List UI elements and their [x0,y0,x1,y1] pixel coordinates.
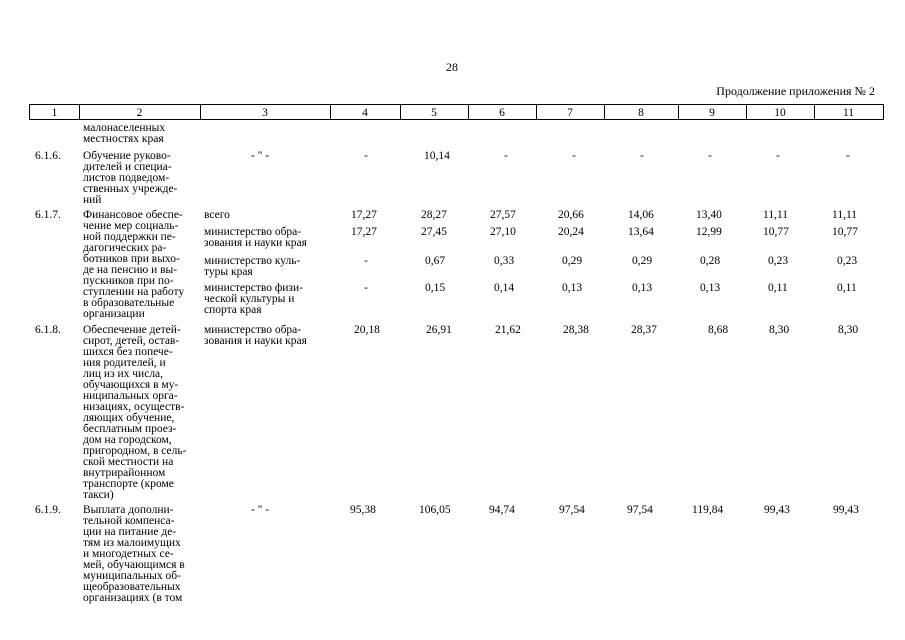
value-cell: 26,91 [426,324,452,336]
continued-row-fragment: малонаселенных местностях края [83,122,166,145]
row-executor: министерство обра- зования и науки края [204,324,307,347]
value-cell: - [504,150,508,162]
value-cell: 99,43 [833,504,859,516]
value-cell: 8,30 [838,324,859,336]
value-cell: 0,33 [494,255,515,267]
value-cell: - [364,282,368,294]
value-cell: - [846,150,850,162]
column-header-1: 1 [51,107,58,119]
value-cell: 17,27 [351,226,377,238]
value-cell: 10,77 [832,226,858,238]
value-cell: 13,40 [696,209,722,221]
row-number: 6.1.8. [35,324,61,336]
column-header-9: 9 [709,107,715,119]
value-cell: 0,23 [768,255,789,267]
value-cell: 20,66 [558,209,584,221]
value-cell: 95,38 [350,504,376,516]
row-executor: - " - [251,504,270,516]
row-title: Финансовое обеспе- чение мер социаль- ной поддержки пе- дагогических ра- ботников при выхо- де на пенсию и вы- пускников при по- ступлении на работу в образовательные организации [83,209,185,320]
value-cell: 17,27 [351,209,377,221]
value-cell: 11,11 [832,209,858,221]
value-cell: 94,74 [489,504,515,516]
value-cell: 28,27 [421,209,447,221]
value-cell: 0,29 [632,255,653,267]
row-executor: министерство куль- туры края [204,255,301,278]
value-cell: 12,99 [696,226,722,238]
value-cell: 10,77 [763,226,789,238]
value-cell: 0,11 [768,282,788,294]
row-executor: - " - [251,150,270,162]
value-cell: 8,68 [708,324,729,336]
value-cell: 20,18 [354,324,380,336]
value-cell: 14,06 [628,209,654,221]
value-cell: 0,13 [632,282,653,294]
value-cell: 119,84 [692,504,724,516]
value-cell: 0,11 [837,282,857,294]
column-header-8: 8 [638,107,644,119]
column-header-row [29,104,884,120]
column-header-4: 4 [362,107,368,119]
value-cell: 0,13 [700,282,721,294]
column-header-10: 10 [774,107,786,119]
value-cell: - [364,255,368,267]
value-cell: 28,38 [563,324,589,336]
value-cell: 0,67 [425,255,446,267]
value-cell: 0,13 [562,282,583,294]
value-cell: 20,24 [558,226,584,238]
value-cell: 0,15 [425,282,446,294]
value-cell: - [640,150,644,162]
value-cell: 27,10 [490,226,516,238]
value-cell: 28,37 [631,324,657,336]
value-cell: 99,43 [764,504,790,516]
row-title: Обучение руково- дителей и специа- листов подведом- ственных учрежде- ний [83,150,178,206]
row-title: Обеспечение детей- сирот, детей, остав- шихся без попече- ния родителей, и лиц из их числа, обучающихся в му- ниципальных орга- низациях, осуществ- ляющих обучение, бесплатным проез- дом на городском, пригородном, в сель- ской местности на внутрирайонном транспорте (кроме такси) [83,324,187,501]
value-cell: - [572,150,576,162]
column-header-2: 2 [136,107,143,119]
column-header-5: 5 [431,107,437,119]
row-number: 6.1.9. [35,504,61,516]
value-cell: 11,11 [763,209,789,221]
value-cell: 21,62 [495,324,521,336]
value-cell: 13,64 [628,226,654,238]
value-cell: 27,45 [421,226,447,238]
value-cell: 0,23 [837,255,858,267]
row-number: 6.1.7. [35,209,61,221]
value-cell: 10,14 [424,150,450,162]
value-cell: 97,54 [627,504,653,516]
value-cell: 97,54 [559,504,585,516]
column-header-3: 3 [262,107,268,119]
column-header-11: 11 [842,107,855,119]
value-cell: - [708,150,712,162]
value-cell: 0,28 [700,255,721,267]
value-cell: 106,05 [419,504,451,516]
page-number: 28 [446,60,458,74]
row-title: Выплата дополни- тельной компенса- ции на питание де- тям из малоимущих и многодетных се- мей, обучающимся в муниципальных об- щеобразовательных организациях (в том [83,504,185,604]
column-header-6: 6 [499,107,505,119]
row-executor: министерство физи- ческой культуры и спорта края [204,282,303,316]
value-cell: 0,29 [562,255,583,267]
column-header-7: 7 [567,107,573,119]
value-cell: - [776,150,780,162]
row-executor: всего [204,209,230,221]
value-cell: 27,57 [490,209,516,221]
row-number: 6.1.6. [35,150,61,162]
value-cell: 8,30 [769,324,790,336]
value-cell: 0,14 [494,282,515,294]
continuation-note: Продолжение приложения № 2 [716,84,875,98]
value-cell: - [364,150,368,162]
row-executor: министерство обра- зования и науки края [204,226,307,249]
